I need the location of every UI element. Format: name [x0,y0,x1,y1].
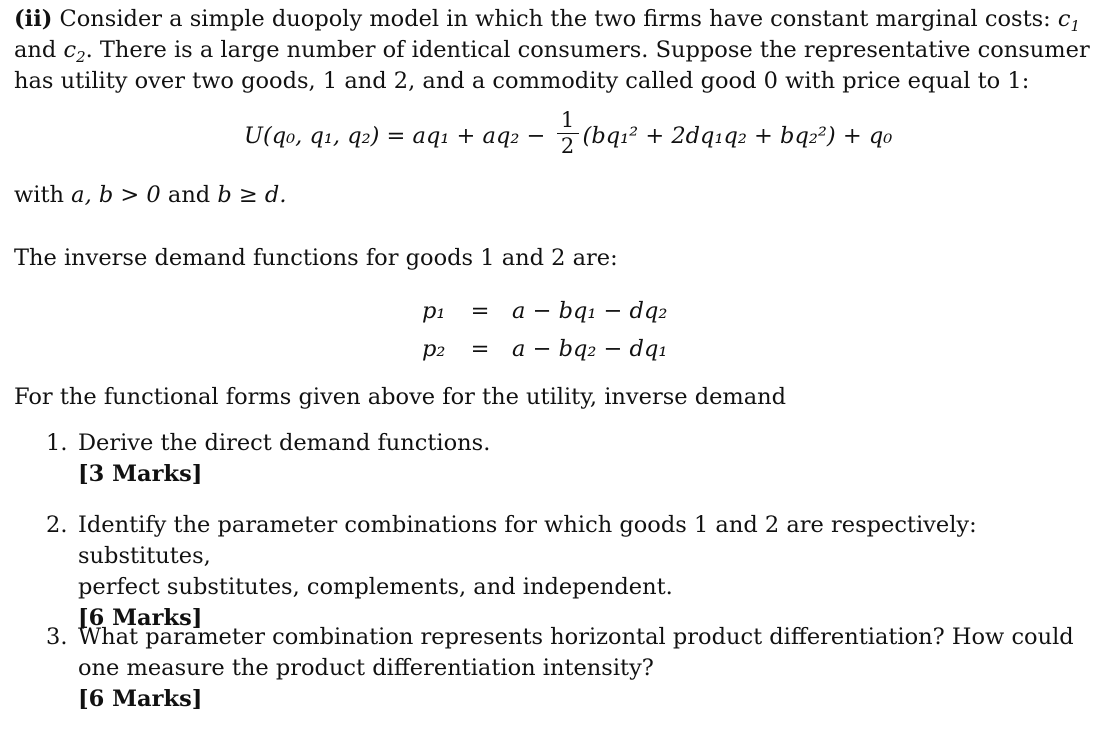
question-marks: [6 Marks] [78,686,203,712]
one-half-fraction: $\frac{1}{2}$ [557,108,579,158]
question-number: 1. [46,430,68,456]
utility-equation [244,108,944,168]
utility-lhs: U(q₀, q₁, q₂) = aq₁ + aq₂ − [244,123,546,149]
intro-paragraph [14,4,1094,97]
question-marks: [6 Marks] [78,605,203,631]
question-marks: [3 Marks] [78,461,203,487]
question-text-line-2: one measure the product differentiation intensity? [78,655,654,681]
intro-line-1 [14,4,1094,35]
part-label: (ii) [14,6,53,32]
exam-question-page: (ii) Consider a simple duopoly model in which the two firms have constant marginal costs: $c_1$ and $c_2$. There is a large number of identical consumers. Suppose the representative consumer has utility over two goods, 1 and 2, and a commodity called good 0 with price equal to 1: U(q₀, q₁, q₂) = aq₁ + aq₂ − $\frac{1}{2}$ (bq₁² + 2dq₁q₂ + bq₂²) + q₀ with a, b > 0 and b ≥ d. The inverse demand functions for goods 1 and 2 are: p₁ = a − bq₁ − dq₂ p₂ = a − bq₂ − dq₁ For the functional forms given above for the utility, inverse demand 1. Derive the direct demand functions. [3 Marks] 2. Identify the parameter combinations for which goods 1 and 2 are respectively: substitutes, perfect substitutes, complements, and independent. [6 Marks] 3. What parameter combination represents horizontal product differentiation? How could one measure the product differentiation intensity? [6 Marks] [0,0,1120,738]
question-number: 3. [46,624,68,650]
question-text-line-1: Identify the parameter combinations for which goods 1 and 2 are respectively: substitutes, [78,512,977,569]
parameter-condition: with a, b > 0 and b ≥ d. [14,182,287,208]
inverse-demand-intro: The inverse demand functions for goods 1 and 2 are: [14,245,618,271]
question-text-line-2: perfect substitutes, complements, and independent. [78,574,673,600]
intro-line-3: has utility over two goods, 1 and 2, and a commodity called good 0 with price equal to 1: [14,68,1030,94]
intro-line-1-text: Consider a simple duopoly model in which the two firms have constant marginal costs: [59,6,1051,32]
cost-c2: $c_2$ [63,37,86,66]
functional-forms-text: For the functional forms given above for the utility, inverse demand [14,384,787,410]
intro-line-2: and $c_2$. There is a large number of identical consumers. Suppose the representative consumer [14,37,1090,66]
utility-rhs: (bq₁² + 2dq₁q₂ + bq₂²) + q₀ [582,123,893,149]
question-number: 2. [46,512,68,538]
question-text-line-1: What parameter combination represents horizontal product differentiation? How could [78,624,1074,650]
question-text: Derive the direct demand functions. [78,430,491,456]
intro-line-2-text: . There is a large number of identical consumers. Suppose the representative consumer [85,37,1090,63]
cost-c1: $c_1$ [1057,6,1081,35]
